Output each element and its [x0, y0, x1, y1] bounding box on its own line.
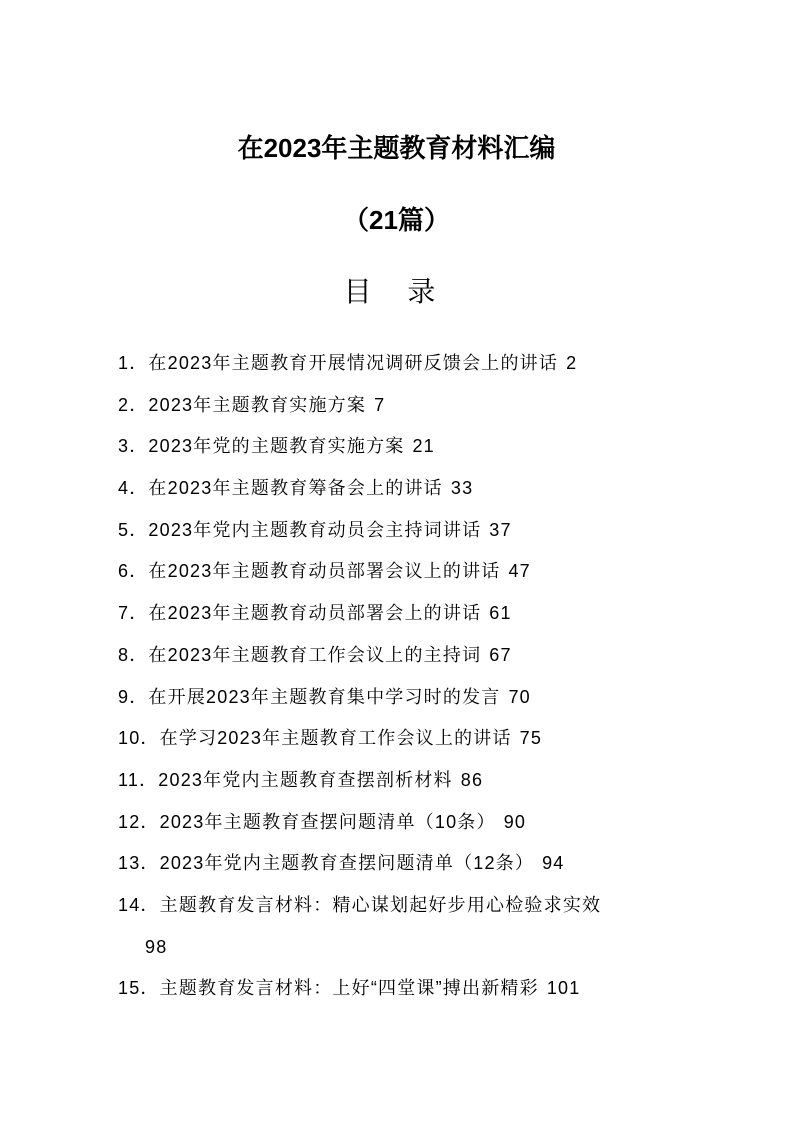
toc-entry-page: 33	[450, 478, 474, 499]
toc-entry-title: 2023年主题教育查摆问题清单（10条）	[159, 811, 496, 832]
toc-entry[interactable]	[118, 343, 688, 385]
document-subtitle: （21篇）	[343, 205, 450, 235]
toc-entry-number: 14．	[118, 894, 160, 915]
toc-entry-page: 101	[546, 978, 581, 999]
toc-entry-title: 主题教育发言材料：精心谋划起好步用心检验求实效	[159, 894, 602, 915]
toc-entry-number: 10．	[118, 728, 160, 749]
toc-entry-title: 在2023年主题教育筹备会上的讲话	[148, 478, 443, 499]
toc-entry-number: 4．	[118, 478, 149, 499]
toc-entry[interactable]	[118, 760, 688, 802]
toc-entry-title: 主题教育发言材料：上好“四堂课”搏出新精彩	[159, 978, 539, 999]
toc-entry-number: 13．	[118, 853, 160, 874]
toc-entry-number: 5．	[118, 519, 149, 540]
toc-entry-page: 98	[145, 936, 168, 957]
toc-entry-title: 在学习2023年主题教育工作会议上的讲话	[159, 728, 512, 749]
toc-entry-number: 15．	[118, 978, 160, 999]
toc-entry-title: 在2023年主题教育动员部署会议上的讲话	[148, 561, 501, 582]
toc-entry-page: 2	[566, 353, 578, 373]
toc-entry-page: 86	[460, 769, 484, 790]
toc-entry-title: 在2023年主题教育动员部署会上的讲话	[148, 603, 482, 624]
toc-entry-title: 2023年党内主题教育查摆剖析材料	[158, 769, 453, 790]
toc-entry-title: 2023年党内主题教育动员会主持词讲话	[148, 519, 482, 540]
toc-entry[interactable]	[118, 426, 688, 468]
toc-entry[interactable]	[118, 968, 688, 1010]
toc-entry-page: 67	[489, 644, 512, 665]
toc-entry-number: 9．	[118, 686, 149, 707]
toc-entry[interactable]	[118, 510, 688, 552]
toc-entry[interactable]	[118, 885, 688, 968]
toc-entry[interactable]	[118, 635, 688, 677]
toc-entry[interactable]	[118, 677, 688, 719]
toc-entry-number: 3．	[118, 436, 149, 457]
toc-entry[interactable]	[118, 802, 688, 844]
toc-entry-page: 47	[508, 561, 531, 582]
toc-entry-number: 7．	[118, 603, 149, 624]
toc-entry[interactable]	[118, 593, 688, 635]
toc-heading: 目 录	[343, 276, 450, 307]
toc-entry[interactable]	[118, 468, 688, 510]
toc-entry-page: 94	[542, 853, 565, 874]
toc-entry-page: 7	[374, 394, 386, 415]
table-of-contents	[118, 343, 688, 1010]
toc-entry-number: 11．	[118, 769, 159, 790]
toc-entry-title: 在开展2023年主题教育集中学习时的发言	[148, 686, 501, 707]
toc-entry[interactable]	[118, 718, 688, 760]
toc-entry-number: 2．	[118, 394, 149, 415]
toc-entry-page: 70	[508, 686, 531, 707]
toc-entry[interactable]	[118, 843, 688, 885]
toc-entry-number: 1．	[118, 353, 149, 373]
toc-entry-title: 2023年主题教育实施方案	[148, 394, 367, 415]
toc-entry-page: 21	[412, 436, 435, 457]
toc-entry-number: 6．	[118, 561, 149, 582]
toc-entry-number: 12．	[118, 811, 160, 832]
toc-entry-number: 8．	[118, 644, 149, 665]
toc-entry-page: 61	[489, 603, 512, 624]
toc-entry[interactable]	[118, 551, 688, 593]
toc-entry-page: 90	[503, 811, 527, 832]
document-title: 在2023年主题教育材料汇编	[237, 133, 556, 163]
toc-entry-title: 在2023年主题教育开展情况调研反馈会上的讲话	[148, 353, 559, 373]
toc-entry[interactable]	[118, 385, 688, 427]
toc-entry-page: 75	[519, 728, 543, 749]
toc-entry-page: 37	[489, 519, 512, 540]
toc-entry-title: 2023年党内主题教育查摆问题清单（12条）	[159, 853, 535, 874]
toc-entry-title: 在2023年主题教育工作会议上的主持词	[148, 644, 482, 665]
toc-entry-title: 2023年党的主题教育实施方案	[148, 436, 405, 457]
